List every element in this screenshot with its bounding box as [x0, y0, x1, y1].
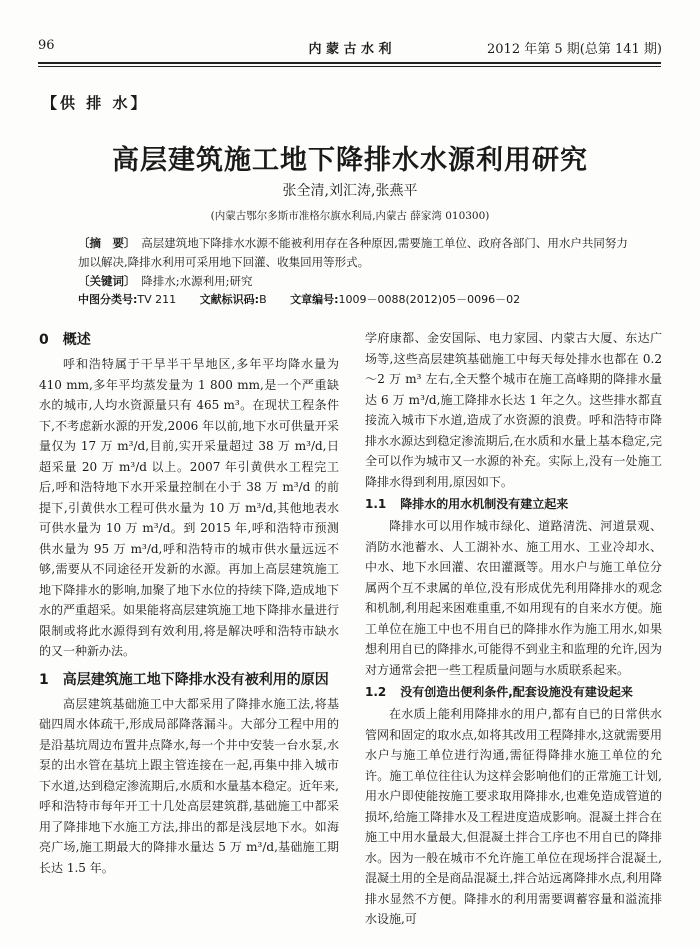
section-1-2-heading: 1.2 没有创造出便利条件,配套设施没有建设起来	[365, 685, 633, 699]
paper-title: 高层建筑施工地下降排水水源利用研究	[112, 145, 588, 176]
continued-paragraph: 学府康都、金安国际、电力家园、内蒙古大厦、东达广场等,这些高层建筑基础施工中每天每处排水也都在 0.2～2 万 m³ 左右,全天整个城市在施工高峰期的降排水量达 6 万 m³/d,施工降排水长达 1 年之久。这些排水都直接流入城市下水道,造成了水资源的浪费。呼和浩特市降排水水源达到稳定渗流期后,在水质和水量上基本稳定,完全可以作为城市又一水源的补充。实际上,没有一处施工降排水得到利用,原因如下。	[365, 331, 662, 489]
page-number: 96	[38, 38, 55, 53]
document-code: 文献标识码:B	[199, 293, 267, 306]
keywords-label: 〔关键词〕	[78, 274, 130, 288]
section-1-2-paragraph: 在水质上能利用降排水的用户,都有自已的日常供水管网和固定的取水点,如将其改用工程降排水,这就需要用水户与施工单位进行沟通,需征得降排水施工单位的允许。施工单位往往认为这样会影响他们的正常施工计划,用水户即使能按施工要求取用降排水,也难免造成管道的损坏,给施工降排水及工程进度造成影响。混凝土拌合在施工中用水量最大,但混凝土拌合工序也不用自已的降排水。因为一般在城市不允许施工单位在现场拌合混凝土,混凝土用的全是商品混凝土,拌合站远离降排水点,利用降排水显然不方便。降排水的利用需要调蓄容量和溢流排水设施,可	[365, 707, 662, 926]
authors: 张全清,刘汇涛,张燕平	[282, 183, 418, 199]
keywords-text: 降排水;水源利用;研究	[141, 274, 253, 288]
header-rule	[38, 62, 661, 64]
section-1-1-paragraph: 降排水可以用作城市绿化、道路清洗、河道景观、消防水池蓄水、人工湖补水、施工用水、工业冷却水、中水、地下水回灌、农田灌溉等。用水户与施工单位分属两个互不隶属的单位,没有形成优先利用降排水的观念和机制,利用起来困难重重,不如用现有的自来水方便。施工单位在施工中也不用自已的降排水作为施工用水,如果想利用自已的降排水,可能得不到业主和监理的允许,因为对方通常会把一些工程质量问题与水质联系起来。	[365, 519, 662, 677]
section-0-heading: 0 概述	[39, 332, 91, 348]
section-tag: 【供 排 水】	[42, 94, 149, 112]
abstract-text: 高层建筑地下降排水水源不能被利用存在各种原因,需要施工单位、政府各部门、用水户共同努力加以解决,降排水利用可采用地下回灌、收集回用等形式。	[78, 236, 628, 269]
classification-line	[78, 291, 638, 307]
section-1-heading: 1 高层建筑施工地下降排水没有被利用的原因	[39, 671, 329, 688]
left-column	[39, 328, 339, 878]
abstract	[78, 234, 630, 272]
section-1-paragraph: 高层建筑基础施工中大都采用了降排水施工法,将基础四周水体疏干,形成局部降落漏斗。大部分工程中用的是沿基坑周边布置井点降水,每一个井中安装一台水泵,水泵的出水管在基坑上跟主管连接在一起,再集中排入城市下水道,达到稳定渗流期后,水质和水量基本稳定。近年来,呼和浩特市每年开工十几处高层建筑群,基础施工中都采用了降排地下水施工方法,排出的都是浅层地下水。如海亮广场,施工期最大的降排水量达 5 万 m³/d,基础施工期长达 1.5 年。	[39, 696, 339, 875]
abstract-label: 〔摘 要〕	[78, 236, 130, 250]
section-1-1-heading: 1.1 降排水的用水机制没有建立起来	[365, 497, 569, 511]
right-column	[365, 328, 662, 930]
section-0-paragraph: 呼和浩特属于干旱半干旱地区,多年平均降水量为410 mm,多年平均蒸发量为 1 800 mm,是一个严重缺水的城市,人均水资源量只有 465 m³。在现状工程条件下,不考虑新水源的开发,2006 年以前,地下水可供量开采量仅为 17 万 m³/d,目前,实开采量超过 38 万 m³/d,日超采量 20 万 m³/d 以上。2007 年引黄供水工程完工后,呼和浩特地下水开采量控制在小于 38 万 m³/d 的前提下,引黄供水工程可供水量为 10 万 m³/d,其他地表水可供水量为 10 万 m³/d。到 2015 年,呼和浩特市预测供水量为 95 万 m³/d,呼和浩特市的城市供水量远远不够,需要从不同途径开发新的水源。再加上高层建筑施工地下降排水的影响,加聚了地下水位的持续下降,造成地下水的严重超采。如果能将高层建筑施工地下降排水量进行限制或将此水源得到有效利用,将是解决呼和浩特市缺水的又一种新办法。	[39, 357, 340, 658]
issue-info: 2012 年第 5 期(总第 141 期)	[487, 42, 662, 57]
clc: 中图分类号:TV 211	[78, 293, 177, 306]
affiliation: (内蒙古鄂尔多斯市准格尔旗水利局,内蒙古 薛家湾 010300)	[210, 210, 490, 222]
header-rule-thin	[38, 66, 661, 67]
article-number: 文章编号:1009－0088(2012)05－0096－02	[290, 293, 521, 306]
keywords	[78, 272, 630, 291]
abstract-block	[78, 234, 630, 291]
journal-name: 内 蒙 古 水 利	[308, 42, 392, 57]
